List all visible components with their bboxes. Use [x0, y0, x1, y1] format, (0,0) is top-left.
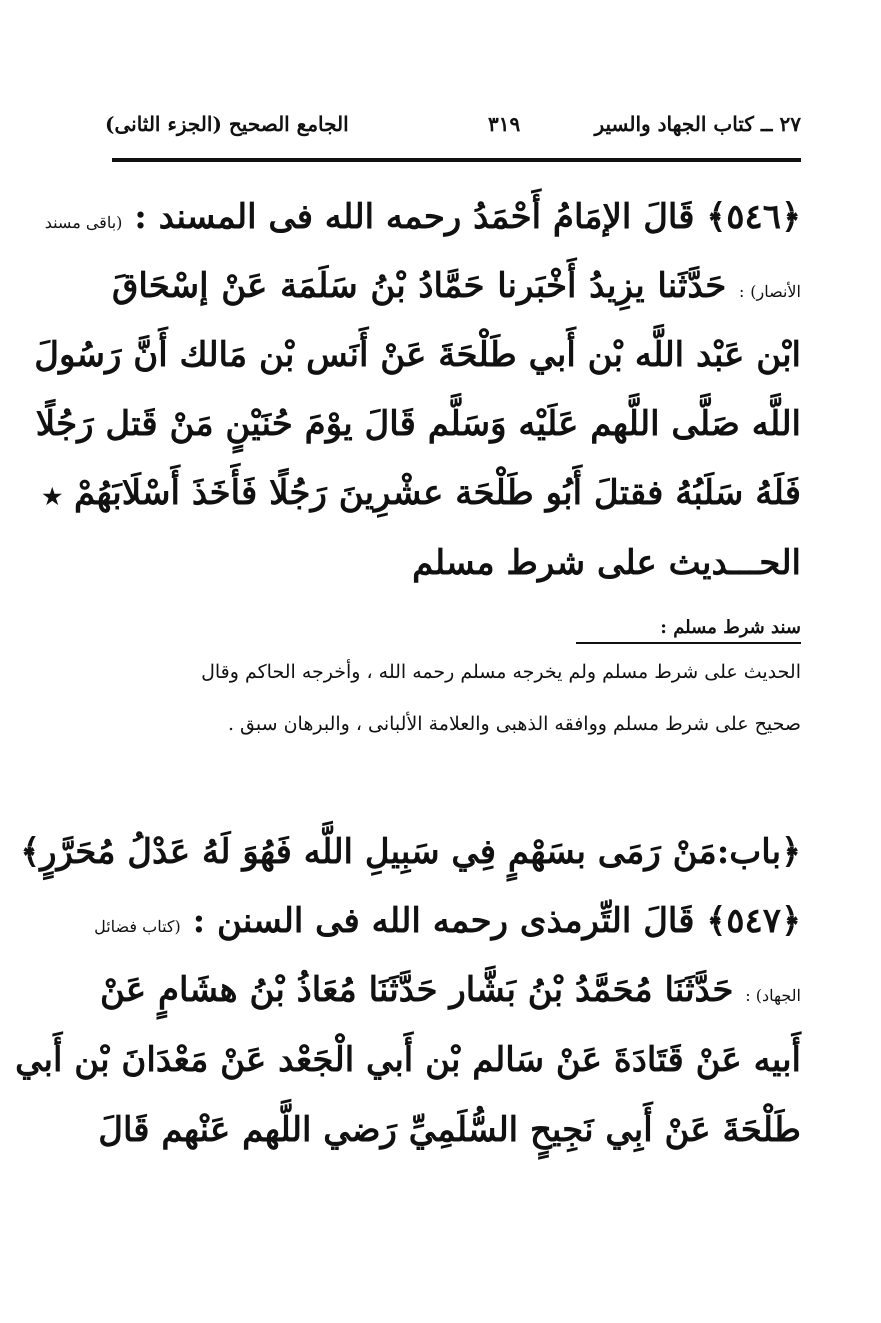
star-marker: ★ — [42, 484, 63, 510]
header-rule — [112, 158, 801, 162]
hadith-546-verdict: الحـــديث على شرط مسلم — [412, 543, 801, 583]
note-line-2: صحيح على شرط مسلم ووافقه الذهبى والعلامة الألبانى ، والبرهان سبق . — [227, 713, 801, 735]
chapter-title: ﴿باب:مَنْ رَمَى بسَهْمٍ فِي سَبِيلِ اللَّه فَهُوَ لَهُ عَدْلُ مُحَرَّرٍ﴾ — [20, 832, 801, 872]
header-chapter-title: ٢٧ ــ كتاب الجهاد والسير — [594, 112, 801, 136]
hadith-546-number: ﴿٥٤٦﴾ — [706, 197, 801, 237]
note-heading: سند شرط مسلم : — [660, 617, 801, 638]
hadith-546-source-b: الأنصار) : — [738, 282, 801, 301]
page-number: ٣١٩ — [488, 112, 521, 136]
note-line-1: الحديث على شرط مسلم ولم يخرجه مسلم رحمه الله ، وأخرجه الحاكم وقال — [201, 661, 801, 683]
header-book-title: الجامع الصحيح (الجزء الثانى) — [105, 112, 349, 136]
hadith-546-heading — [44, 197, 801, 238]
hadith-546-source-a: (باقى مسند — [44, 213, 123, 232]
hadith-547-line-2: أَبيه عَنْ قَتَادَةَ عَنْ سَالم بْن أَبي الْجَعْد عَنْ مَعْدَانَ بْن أَبي — [15, 1040, 801, 1080]
running-header — [105, 112, 801, 146]
hadith-547-source-b: الجهاد) : — [745, 986, 801, 1005]
hadith-546-line-2: ابْن عَبْد اللَّه بْن أَبي طَلْحَةَ عَنْ أَنَس بْن مَالك أَنَّ رَسُولَ — [34, 335, 801, 375]
hadith-546-text-1: حَدَّثَنا يزِيدُ أَخْبَرنا حَمَّادُ بْنُ سَلَمَة عَنْ إسْحَاقَ — [112, 266, 727, 306]
hadith-547-number: ﴿٥٤٧﴾ — [706, 901, 801, 941]
hadith-547-line-3: طَلْحَةَ عَنْ أَبِي نَجِيحٍ السُّلَمِيِّ رَضي اللَّهم عَنْهم قَالَ — [98, 1110, 801, 1150]
hadith-547-text-1: حَدَّثَنَا مُحَمَّدُ بْنُ بَشَّار حَدَّثَنَا مُعَاذُ بْنُ هشَامٍ عَنْ — [99, 970, 734, 1010]
hadith-547-line-1 — [99, 970, 801, 1011]
hadith-547-intro: قَالَ التِّرمذى رحمه الله فى السنن : — [192, 901, 695, 941]
hadith-546-line-3: اللَّه صَلَّى اللَّهم عَلَيْه وَسَلَّم قَالَ يوْمَ حُنَيْنٍ مَنْ قَتل رَجُلًا — [35, 404, 801, 444]
hadith-546-line-4 — [42, 473, 801, 514]
hadith-546-intro: قَالَ الإمَامُ أَحْمَدُ رحمه الله فى المسند : — [134, 197, 695, 237]
note-heading-underline — [576, 642, 801, 644]
hadith-546-line-1 — [112, 266, 801, 307]
hadith-546-text-4: فَلَهُ سَلَبُهُ فقتلَ أَبُو طَلْحَة عشْرِينَ رَجُلًا فَأَخَذَ أَسْلَابَهُمْ — [74, 473, 801, 513]
hadith-547-heading — [94, 901, 801, 942]
hadith-547-source-a: (كتاب فضائل — [94, 917, 181, 936]
